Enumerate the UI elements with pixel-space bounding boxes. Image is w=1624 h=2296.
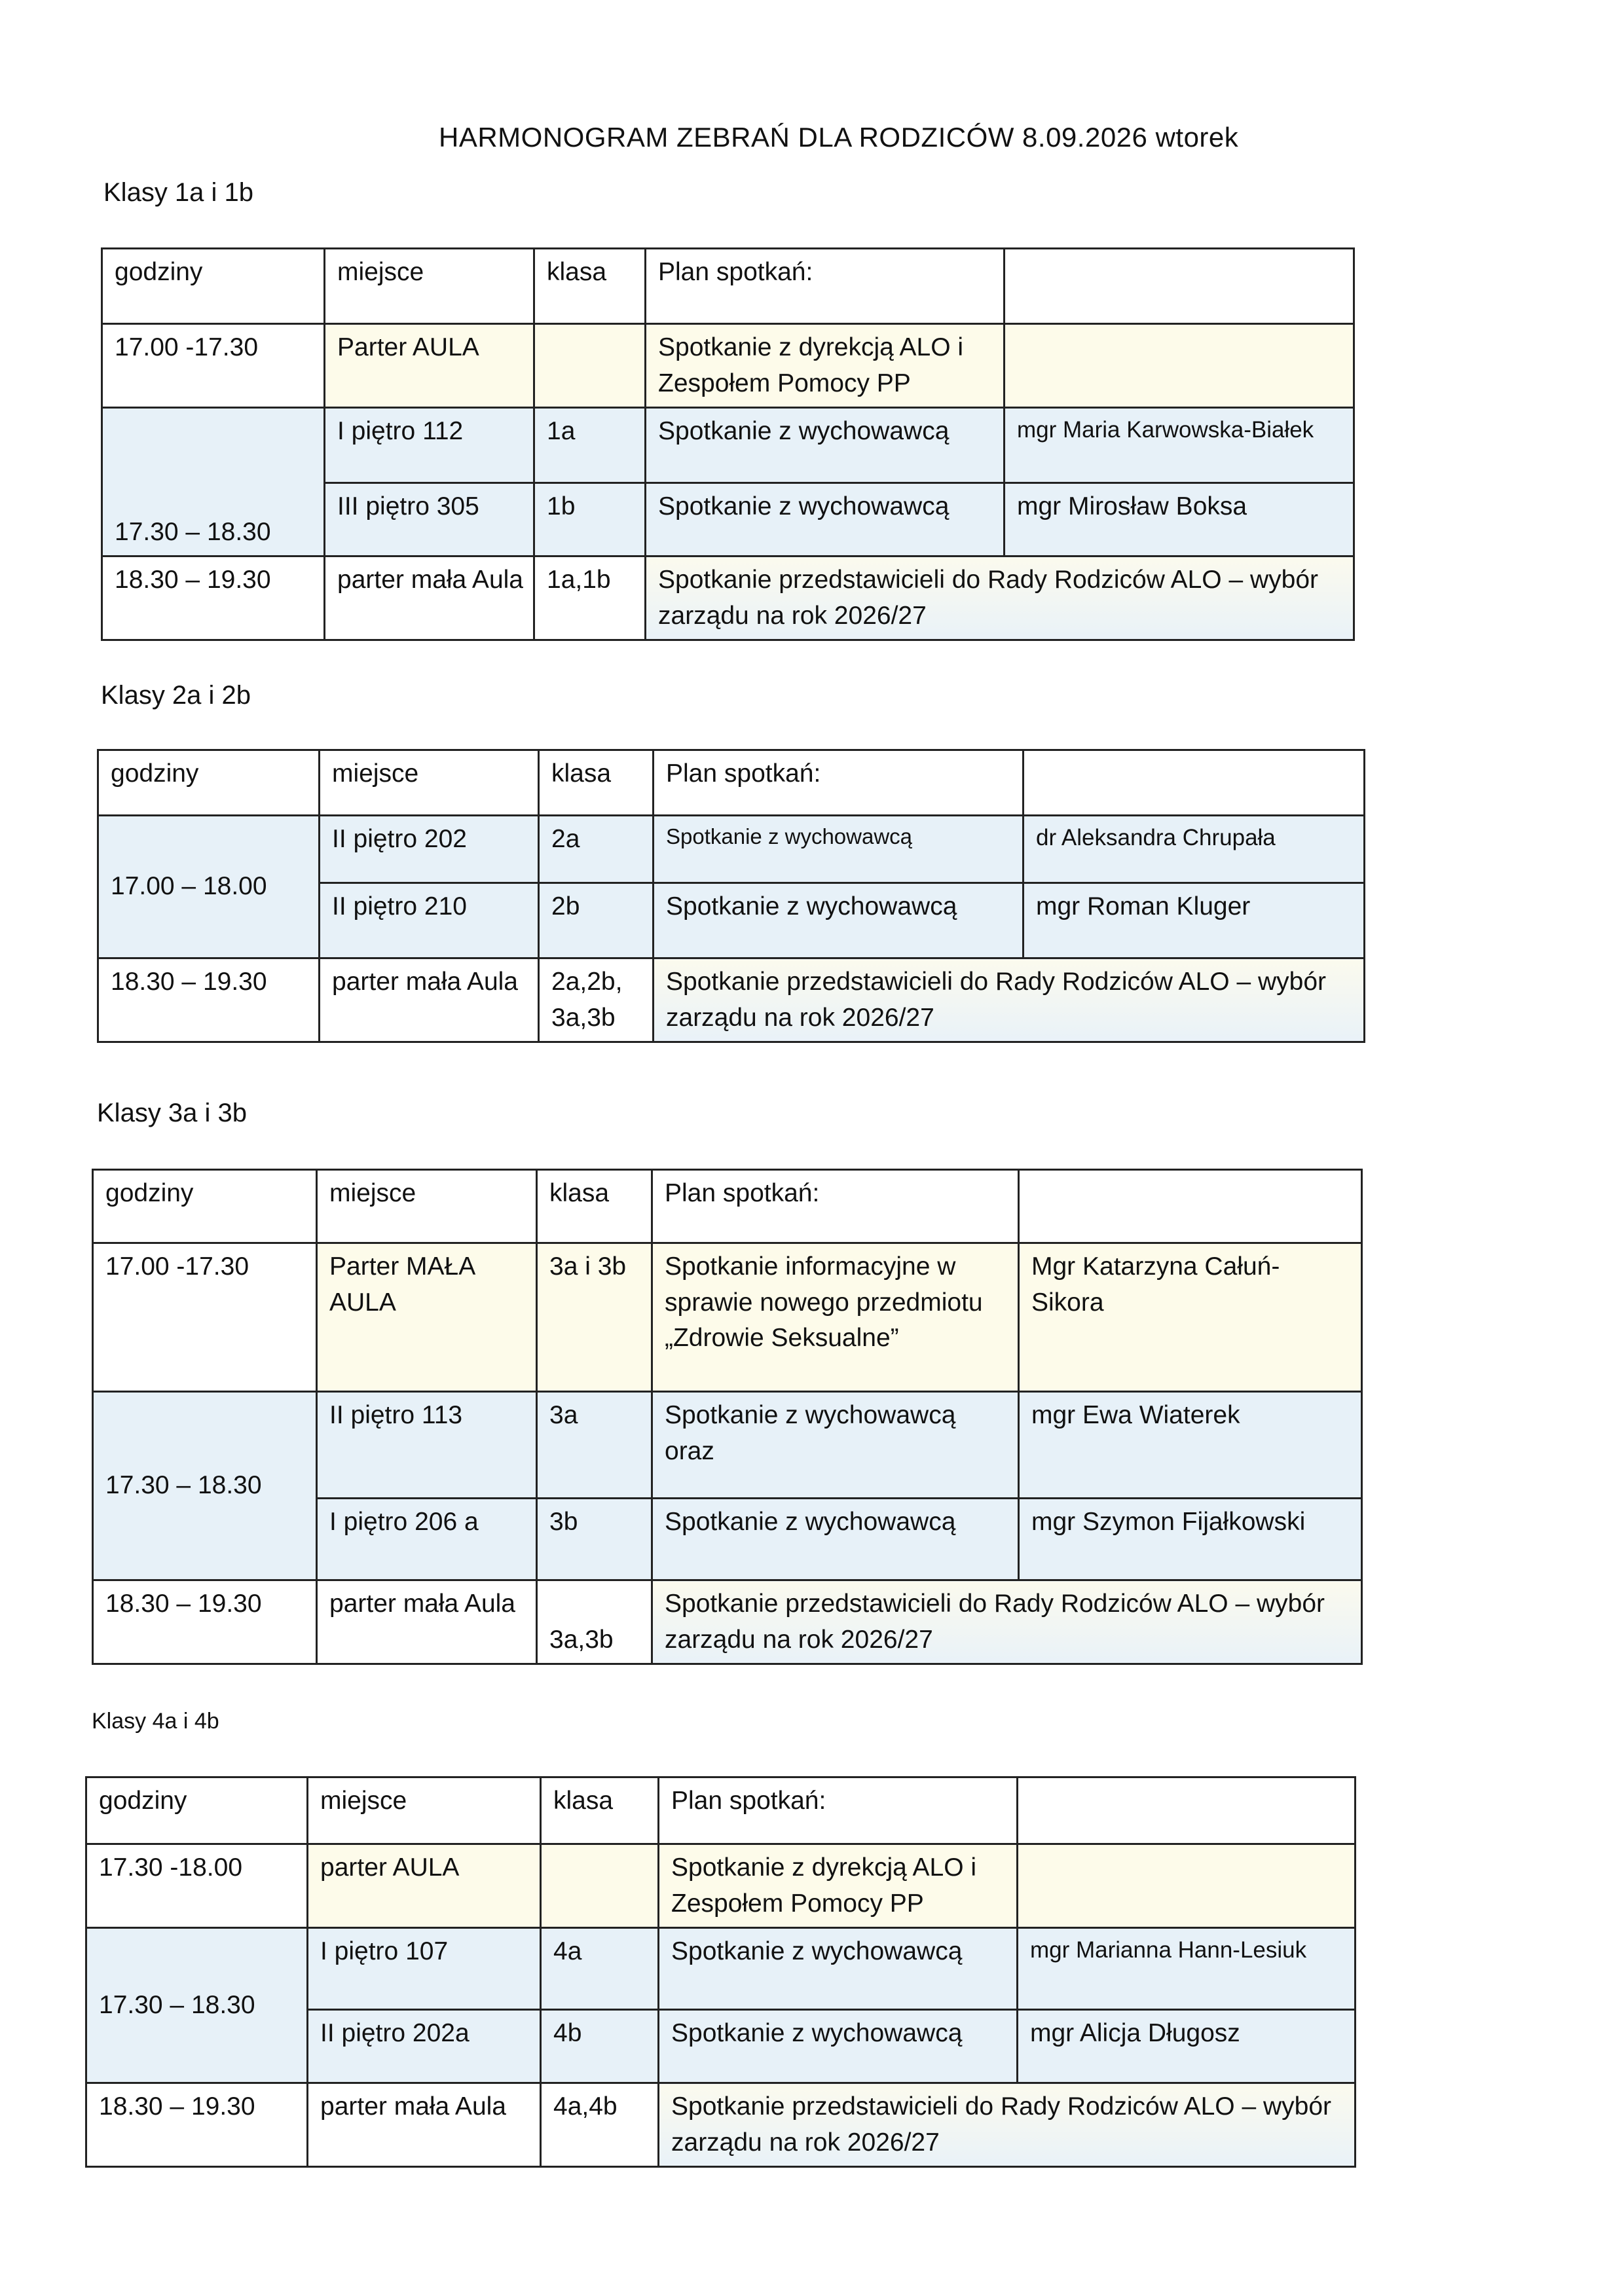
teacher-cell: mgr Roman Kluger [1024, 883, 1365, 958]
plan-cell: Spotkanie z wychowawcą [654, 883, 1024, 958]
class-cell: 2a,2b, 3a,3b [539, 958, 654, 1042]
document-title: HARMONOGRAM ZEBRAŃ DLA RODZICÓW 8.09.2026 wtorek [439, 122, 1239, 153]
table-row [102, 556, 1354, 640]
header-godziny: godziny [98, 750, 320, 816]
plan-cell: Spotkanie z wychowawcą [654, 816, 1024, 883]
time-cell: 17.00 – 18.00 [98, 816, 320, 958]
class-cell: 1a,1b [534, 556, 646, 640]
time-cell: 17.00 -17.30 [93, 1243, 317, 1392]
teacher-cell: dr Aleksandra Chrupała [1024, 816, 1365, 883]
header-miejsce: miejsce [308, 1777, 541, 1844]
time-cell: 18.30 – 19.30 [86, 2083, 308, 2167]
plan-cell: Spotkanie z wychowawcą [659, 1928, 1018, 2010]
schedule-table-2 [97, 749, 1365, 1043]
header-klasa: klasa [541, 1777, 659, 1844]
place-cell: parter mała Aula [308, 2083, 541, 2167]
class-cell: 3b [537, 1499, 652, 1580]
teacher-cell: mgr Mirosław Boksa [1005, 483, 1354, 556]
time-cell: 17.30 -18.00 [86, 1844, 308, 1928]
header-plan: Plan spotkań: [659, 1777, 1018, 1844]
class-cell: 2b [539, 883, 654, 958]
class-cell: 3a [537, 1392, 652, 1499]
plan-cell: Spotkanie z dyrekcją ALO i Zespołem Pomocy PP [659, 1844, 1018, 1928]
teacher-cell [1005, 324, 1354, 408]
time-cell: 17.00 -17.30 [102, 324, 325, 408]
header-extra [1019, 1170, 1362, 1243]
section-label-4: Klasy 4a i 4b [92, 1709, 219, 1734]
class-cell [534, 324, 646, 408]
place-cell: parter AULA [308, 1844, 541, 1928]
place-cell: II piętro 202a [308, 2010, 541, 2083]
table-row [102, 324, 1354, 408]
table-row [86, 2083, 1356, 2167]
header-klasa: klasa [534, 249, 646, 324]
class-cell: 3a i 3b [537, 1243, 652, 1392]
teacher-cell: mgr Marianna Hann-Lesiuk [1018, 1928, 1356, 2010]
header-godziny: godziny [86, 1777, 308, 1844]
teacher-cell: mgr Szymon Fijałkowski [1019, 1499, 1362, 1580]
teacher-cell: mgr Maria Karwowska-Białek [1005, 408, 1354, 483]
place-cell: I piętro 107 [308, 1928, 541, 2010]
teacher-cell: mgr Ewa Wiaterek [1019, 1392, 1362, 1499]
place-cell: I piętro 112 [325, 408, 534, 483]
plan-cell: Spotkanie z wychowawcą oraz [652, 1392, 1019, 1499]
table-row [98, 816, 1365, 883]
header-godziny: godziny [102, 249, 325, 324]
place-cell: parter mała Aula [320, 958, 539, 1042]
header-miejsce: miejsce [320, 750, 539, 816]
section-label-2: Klasy 2a i 2b [101, 681, 251, 710]
teacher-cell: mgr Alicja Długosz [1018, 2010, 1356, 2083]
header-extra [1018, 1777, 1356, 1844]
plan-cell: Spotkanie z wychowawcą [659, 2010, 1018, 2083]
place-cell: I piętro 206 a [317, 1499, 537, 1580]
plan-cell: Spotkanie przedstawicieli do Rady Rodziców ALO – wybór zarządu na rok 2026/27 [652, 1580, 1362, 1664]
header-klasa: klasa [537, 1170, 652, 1243]
class-cell: 2a [539, 816, 654, 883]
class-cell: 4a,4b [541, 2083, 659, 2167]
class-cell: 4b [541, 2010, 659, 2083]
time-cell: 17.30 – 18.30 [102, 408, 325, 556]
table-row [93, 1243, 1362, 1392]
plan-cell: Spotkanie z dyrekcją ALO i Zespołem Pomocy PP [646, 324, 1005, 408]
class-cell: 3a,3b [537, 1580, 652, 1664]
header-plan: Plan spotkań: [646, 249, 1005, 324]
plan-cell: Spotkanie przedstawicieli do Rady Rodziców ALO – wybór zarządu na rok 2026/27 [659, 2083, 1356, 2167]
plan-cell: Spotkanie przedstawicieli do Rady Rodziców ALO – wybór zarządu na rok 2026/27 [646, 556, 1354, 640]
schedule-table-4 [85, 1776, 1356, 2168]
section-label-3: Klasy 3a i 3b [97, 1099, 248, 1127]
plan-cell: Spotkanie z wychowawcą [646, 483, 1005, 556]
table-row [98, 958, 1365, 1042]
class-cell: 4a [541, 1928, 659, 2010]
table-row [93, 1392, 1362, 1499]
teacher-cell [1018, 1844, 1356, 1928]
header-extra [1024, 750, 1365, 816]
header-miejsce: miejsce [317, 1170, 537, 1243]
header-klasa: klasa [539, 750, 654, 816]
plan-cell: Spotkanie z wychowawcą [646, 408, 1005, 483]
time-cell: 18.30 – 19.30 [98, 958, 320, 1042]
place-cell: parter mała Aula [317, 1580, 537, 1664]
place-cell: parter mała Aula [325, 556, 534, 640]
time-cell: 18.30 – 19.30 [102, 556, 325, 640]
teacher-cell: Mgr Katarzyna Całuń-Sikora [1019, 1243, 1362, 1392]
place-cell: Parter MAŁA AULA [317, 1243, 537, 1392]
time-cell: 17.30 – 18.30 [86, 1928, 308, 2083]
header-plan: Plan spotkań: [654, 750, 1024, 816]
header-extra [1005, 249, 1354, 324]
section-label-1: Klasy 1a i 1b [103, 178, 254, 207]
place-cell: II piętro 210 [320, 883, 539, 958]
table-row [86, 1844, 1356, 1928]
schedule-table-3 [92, 1169, 1363, 1665]
schedule-table-1 [101, 247, 1355, 641]
table-row [102, 408, 1354, 483]
class-cell: 1b [534, 483, 646, 556]
place-cell: Parter AULA [325, 324, 534, 408]
place-cell: II piętro 202 [320, 816, 539, 883]
plan-cell: Spotkanie informacyjne w sprawie nowego przedmiotu „Zdrowie Seksualne” [652, 1243, 1019, 1392]
plan-cell: Spotkanie przedstawicieli do Rady Rodziców ALO – wybór zarządu na rok 2026/27 [654, 958, 1365, 1042]
class-cell: 1a [534, 408, 646, 483]
header-miejsce: miejsce [325, 249, 534, 324]
class-cell [541, 1844, 659, 1928]
time-cell: 17.30 – 18.30 [93, 1392, 317, 1580]
header-godziny: godziny [93, 1170, 317, 1243]
place-cell: III piętro 305 [325, 483, 534, 556]
table-row [93, 1580, 1362, 1664]
plan-cell: Spotkanie z wychowawcą [652, 1499, 1019, 1580]
time-cell: 18.30 – 19.30 [93, 1580, 317, 1664]
place-cell: II piętro 113 [317, 1392, 537, 1499]
header-plan: Plan spotkań: [652, 1170, 1019, 1243]
table-row [86, 1928, 1356, 2010]
